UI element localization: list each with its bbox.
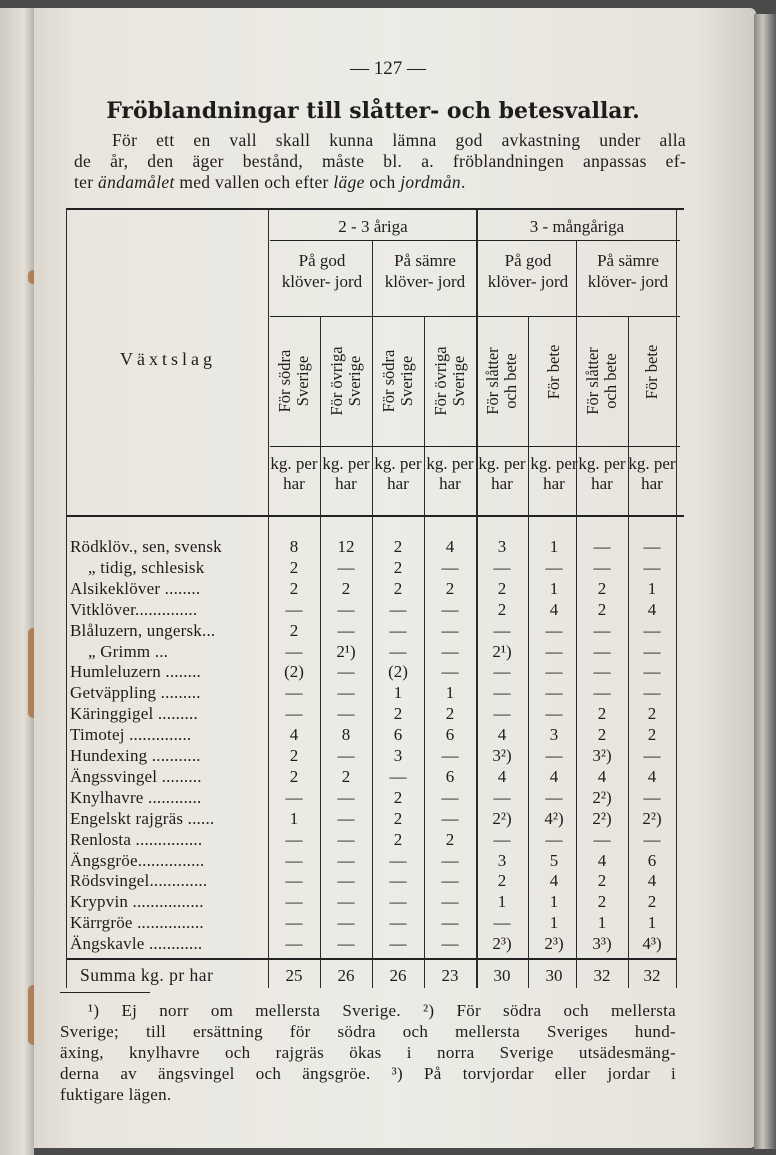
table-cell: 6 (647, 850, 657, 870)
table-cell: — (545, 746, 563, 765)
table-cell: 2 (393, 537, 403, 556)
table-row-name: Käringgigel ......... (70, 704, 198, 724)
table-cell: — (389, 892, 407, 912)
table-cell: 2 (341, 766, 351, 786)
table-cell: — (389, 913, 407, 933)
sum-cell: 23 (441, 966, 459, 985)
table-cell: — (441, 913, 459, 933)
table-cell: — (337, 620, 355, 640)
table-right-border (676, 208, 677, 988)
table-cell: 2 (445, 704, 455, 724)
column-label: För bete (544, 344, 563, 400)
table-cell: — (285, 683, 303, 703)
table-cell: — (593, 829, 611, 849)
table-cell: 4 (445, 537, 455, 556)
footnote-line: derna av ängsvingel och ängsgröe. ³) På torvjordar eller jordar i (60, 1064, 676, 1083)
table-cell: 2¹) (336, 641, 356, 661)
table-cell: — (545, 787, 563, 807)
table-row-name: Blåluzern, ungersk... (70, 620, 216, 640)
table-row-name: Humleluzern ........ (70, 662, 201, 682)
table-cell: 1 (289, 808, 299, 828)
table-cell: — (643, 829, 661, 849)
column-label: För södra Sverige (379, 349, 416, 413)
footnote-line: ¹) Ej norr om mellersta Sverige. ²) För södra och mellersta (88, 1001, 676, 1020)
table-cell: — (389, 641, 407, 661)
table-cell: 4³) (642, 934, 662, 954)
page-stack-edge (754, 14, 776, 1149)
label-rule (270, 446, 680, 447)
table-header-rule (66, 515, 684, 517)
table-cell: — (337, 934, 355, 954)
table-row-name: Timotej .............. (70, 725, 192, 745)
table-cell: 2²) (592, 808, 612, 828)
group-rule (270, 240, 680, 241)
table-cell: — (389, 599, 407, 619)
table-cell: 1 (393, 683, 403, 703)
page-title: Fröblandningar till slåtter- och betesvallar. (106, 98, 640, 124)
table-row-name: „ Grimm ... (88, 641, 169, 661)
table-cell: 4 (549, 871, 559, 891)
table-cell: — (337, 662, 355, 682)
table-cell: 1 (647, 913, 657, 933)
column-label: För övriga Sverige (431, 346, 468, 416)
table-cell: 1 (597, 913, 607, 933)
column-label: För övriga Sverige (327, 346, 364, 416)
table-cell: 2 (647, 725, 657, 745)
table-cell: — (441, 641, 459, 661)
table-cell: 4 (647, 766, 657, 786)
table-cell: — (593, 620, 611, 640)
table-cell: — (593, 557, 611, 577)
table-row-name: Renlosta ............... (70, 829, 203, 849)
unit-label: kg. per har (426, 454, 474, 493)
table-cell: — (441, 808, 459, 828)
table-cell: 8 (341, 725, 351, 745)
table-cell: — (285, 787, 303, 807)
sum-cell: 25 (285, 966, 303, 985)
column-label: För södra Sverige (275, 349, 312, 413)
column-label: För slåtter och bete (483, 347, 520, 415)
table-cell: (2) (284, 662, 304, 682)
table-row-name: Knylhavre ............ (70, 787, 202, 807)
table-cell: — (389, 934, 407, 954)
table-cell: 3 (549, 725, 559, 745)
table-cell: 3 (497, 850, 507, 870)
sub-header: På god klöver- jord (487, 251, 569, 291)
table-cell: — (441, 934, 459, 954)
table-cell: — (285, 913, 303, 933)
table-cell: 2 (393, 787, 403, 807)
table-row-name: Vitklöver.............. (70, 599, 198, 619)
intro-line: ter ändamålet med vallen och efter läge och jordmån. (74, 172, 466, 192)
table-sum-rule (66, 958, 676, 960)
footnote-line: Sverige; till ersättning för södra och mellersta Sveriges hund- (60, 1022, 676, 1041)
row-header: Växtslag (120, 349, 216, 369)
table-cell: — (337, 599, 355, 619)
table-row-name: Kärrgröe ............... (70, 913, 204, 933)
table-cell: — (285, 641, 303, 661)
table-cell: 5 (549, 850, 559, 870)
table-cell: — (441, 746, 459, 765)
table-cell: 6 (445, 725, 455, 745)
table-row-name: Krypvin ................ (70, 892, 204, 912)
table-cell: 2 (597, 871, 607, 891)
table-cell: 4 (597, 766, 607, 786)
table-cell: 3 (393, 746, 403, 765)
table-cell: — (285, 934, 303, 954)
table-cell: 2 (393, 557, 403, 577)
table-row-name: Alsikeklöver ........ (70, 578, 201, 598)
intro-line: För ett en vall skall kunna lämna god avkastning under alla (112, 130, 686, 150)
table-row-name: Getväppling ......... (70, 683, 201, 703)
table-cell: 2 (341, 578, 351, 598)
table-cell: — (643, 746, 661, 765)
table-cell: 2³) (492, 934, 512, 954)
table-cell: 8 (289, 537, 299, 556)
table-cell: 4 (597, 850, 607, 870)
table-cell: 2 (497, 871, 507, 891)
table-cell: 2 (497, 578, 507, 598)
table-cell: 2 (393, 808, 403, 828)
table-row-name: Hundexing ........... (70, 746, 201, 765)
table-cell: — (441, 850, 459, 870)
table-left-border (66, 208, 67, 988)
unit-label: kg. per har (628, 454, 676, 493)
intro-line: de år, den äger bestånd, måste bl. a. fröblandningen anpassas ef- (74, 151, 686, 171)
unit-label: kg. per har (374, 454, 422, 493)
table-cell: — (337, 683, 355, 703)
table-row-name: Ängssvingel ......... (70, 766, 202, 786)
unit-label: kg. per har (478, 454, 526, 493)
table-cell: — (643, 683, 661, 703)
table-cell: — (441, 787, 459, 807)
table-cell: 12 (337, 537, 355, 556)
unit-label: kg. per har (530, 454, 578, 493)
table-cell: 2 (289, 746, 299, 765)
col-divider (320, 316, 321, 988)
col-divider (424, 316, 425, 988)
table-row-name: Engelskt rajgräs ...... (70, 808, 215, 828)
table-cell: — (441, 620, 459, 640)
sub-header: På sämre klöver- jord (384, 251, 466, 291)
table-cell: 2 (647, 704, 657, 724)
table-cell: — (285, 599, 303, 619)
table-cell: — (337, 829, 355, 849)
table-cell: 1 (549, 892, 559, 912)
table-cell: 1 (647, 578, 657, 598)
table-cell: 2 (597, 704, 607, 724)
table-cell: 2²) (592, 787, 612, 807)
table-cell: 1 (497, 892, 507, 912)
table-cell: 4 (497, 725, 507, 745)
table-cell: — (493, 704, 511, 724)
table-cell: — (493, 787, 511, 807)
table-cell: — (441, 892, 459, 912)
table-cell: — (545, 829, 563, 849)
table-cell: 2 (393, 578, 403, 598)
table-cell: — (337, 704, 355, 724)
table-cell: — (441, 599, 459, 619)
table-cell: — (389, 620, 407, 640)
facing-page-edge (0, 8, 34, 1155)
table-cell: 2 (597, 578, 607, 598)
table-cell: — (493, 557, 511, 577)
column-label: För bete (642, 344, 661, 400)
table-cell: 2²) (642, 808, 662, 828)
table-cell: 3²) (492, 746, 512, 765)
table-cell: 2 (445, 829, 455, 849)
table-cell: 1 (549, 537, 559, 556)
table-cell: 6 (445, 766, 455, 786)
table-cell: — (285, 704, 303, 724)
table-row-name: Rödsvingel............. (70, 871, 208, 891)
sub-header: På god klöver- jord (281, 251, 363, 291)
table-cell: 4 (549, 766, 559, 786)
table-row-name: Rödklöv., sen, svensk (70, 537, 222, 556)
table-cell: — (643, 537, 661, 556)
table-cell: — (545, 620, 563, 640)
table-cell: 4 (647, 599, 657, 619)
col-divider (628, 316, 629, 988)
col-divider (576, 240, 577, 988)
table-cell: 2 (445, 578, 455, 598)
table-row-name: „ tidig, schlesisk (88, 557, 205, 577)
table-cell: — (441, 557, 459, 577)
table-cell: — (593, 683, 611, 703)
table-cell: — (389, 871, 407, 891)
table-cell: — (389, 766, 407, 786)
column-label: För slåtter och bete (583, 347, 620, 415)
table-cell: — (545, 641, 563, 661)
table-cell: — (285, 871, 303, 891)
table-cell: — (441, 871, 459, 891)
table-cell: 2 (597, 599, 607, 619)
table-cell: 2 (393, 829, 403, 849)
sum-cell: 26 (337, 966, 355, 985)
unit-label: kg. per har (578, 454, 626, 493)
sum-label: Summa kg. pr har (80, 965, 214, 985)
table-cell: 2 (597, 725, 607, 745)
table-cell: 2 (289, 620, 299, 640)
table-cell: 2²) (492, 808, 512, 828)
table-row-name: Ängskavle ............ (70, 934, 203, 954)
table-cell: 2 (647, 892, 657, 912)
table-cell: 3 (497, 537, 507, 556)
table-cell: — (493, 829, 511, 849)
footnote-rule (60, 992, 150, 993)
table-cell: (2) (388, 662, 408, 682)
table-cell: — (285, 892, 303, 912)
sub-rule (270, 316, 680, 317)
table-cell: — (643, 641, 661, 661)
table-cell: 4 (549, 599, 559, 619)
table-cell: 2 (393, 704, 403, 724)
table-cell: — (285, 850, 303, 870)
table-cell: — (593, 537, 611, 556)
table-cell: — (493, 913, 511, 933)
table-cell: — (337, 808, 355, 828)
footnote-line: fuktigare lägen. (60, 1085, 172, 1104)
table-cell: — (493, 662, 511, 682)
table-cell: — (337, 746, 355, 765)
sum-cell: 30 (493, 966, 511, 985)
unit-label: kg. per har (270, 454, 318, 493)
sum-cell: 32 (593, 966, 611, 985)
table-cell: 4 (289, 725, 299, 745)
group-divider (476, 208, 478, 988)
unit-label: kg. per har (322, 454, 370, 493)
table-cell: — (441, 662, 459, 682)
table-cell: 2 (289, 578, 299, 598)
sub-header: På sämre klöver- jord (587, 251, 669, 291)
col-divider (528, 316, 529, 988)
table-cell: 4 (497, 766, 507, 786)
table-cell: — (337, 892, 355, 912)
table-cell: — (545, 662, 563, 682)
table-cell: 4 (647, 871, 657, 891)
table-cell: 2 (597, 892, 607, 912)
footnotes (60, 1000, 676, 1105)
table-row-name: Ängsgröe............... (70, 850, 205, 870)
group-header: 3 - mångåriga (529, 217, 625, 236)
sum-cell: 26 (389, 966, 407, 985)
table-cell: 2 (289, 557, 299, 577)
table-cell: — (337, 787, 355, 807)
table-cell: — (545, 683, 563, 703)
table-top-rule (66, 208, 684, 210)
table-cell: 2¹) (492, 641, 512, 661)
col-divider (268, 208, 269, 988)
table-cell: — (545, 557, 563, 577)
table-cell: — (643, 620, 661, 640)
table-cell: — (285, 829, 303, 849)
table-cell: 1 (549, 578, 559, 598)
table-cell: — (337, 871, 355, 891)
table-cell: 6 (393, 725, 403, 745)
page-number: — 127 — (350, 58, 426, 79)
sum-cell: 30 (545, 966, 563, 985)
table-cell: — (643, 557, 661, 577)
table-cell: — (643, 787, 661, 807)
intro-paragraph (74, 130, 686, 193)
table-cell: 3³) (592, 934, 612, 954)
table-cell: — (337, 913, 355, 933)
table-cell: — (593, 641, 611, 661)
table-cell: 3²) (592, 746, 612, 765)
table-cell: 2 (497, 599, 507, 619)
table-cell: — (493, 683, 511, 703)
footnote-line: äxing, knylhavre och rajgräs ökas i norra Sverige utsädesmäng- (60, 1043, 676, 1062)
table-cell: — (593, 662, 611, 682)
table-cell: — (389, 850, 407, 870)
table-cell: 4²) (544, 808, 564, 828)
sum-cell: 32 (643, 966, 661, 985)
table-cell: 2³) (544, 934, 564, 954)
table-cell: 1 (549, 913, 559, 933)
table-cell: — (643, 662, 661, 682)
table-cell: — (337, 557, 355, 577)
col-divider (372, 240, 373, 988)
table-cell: — (545, 704, 563, 724)
table-cell: 1 (445, 683, 455, 703)
table-cell: 2 (289, 766, 299, 786)
table-cell: — (493, 620, 511, 640)
group-header: 2 - 3 åriga (338, 217, 408, 236)
table-cell: — (337, 850, 355, 870)
